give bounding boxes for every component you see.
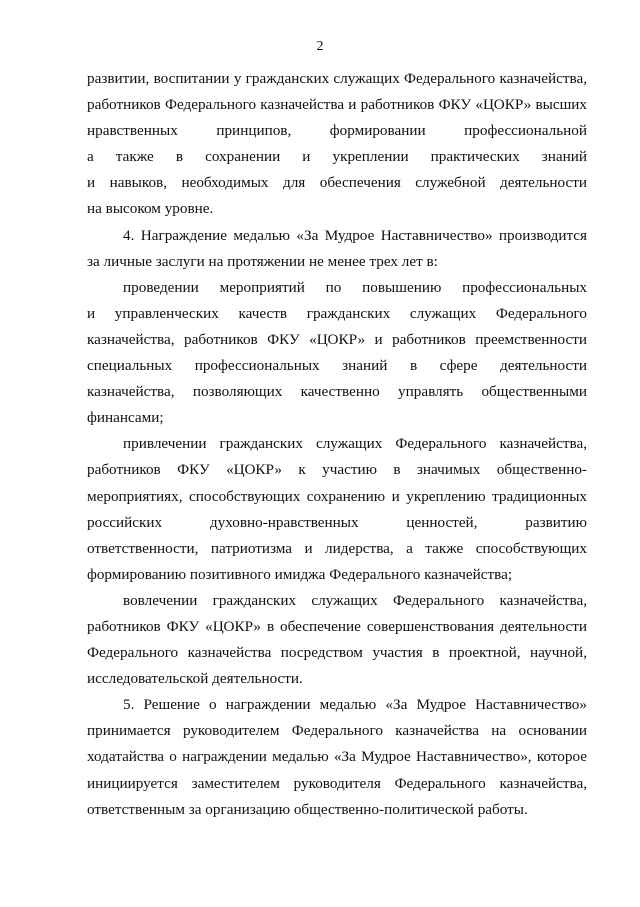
text-line: ответственности, патриотизма и лидерства, а также способствующих bbox=[87, 539, 587, 557]
text-line: нравственных принципов, формировании профессиональной bbox=[87, 122, 587, 140]
text-line: ответственным за организацию общественно-политической работы. bbox=[87, 800, 528, 818]
text-line: мероприятиях, способствующих сохранению и укреплению традиционных bbox=[87, 487, 587, 505]
text-line: работников Федерального казначейства и работников ФКУ «ЦОКР» высших bbox=[87, 96, 587, 114]
paragraph-item-4 bbox=[87, 223, 587, 275]
text-line: привлечении гражданских служащих Федерального казначейства, bbox=[123, 435, 587, 453]
paragraph-conducting bbox=[87, 275, 587, 432]
paragraph-item-5 bbox=[87, 692, 587, 822]
text-line: специальных профессиональных знаний в сфере деятельности bbox=[87, 357, 587, 375]
paragraph-continuation bbox=[87, 66, 587, 223]
text-line: инициируется заместителем руководителя Федерального казначейства, bbox=[87, 774, 587, 792]
text-line: финансами; bbox=[87, 409, 164, 427]
text-line: развитии, воспитании у гражданских служащих Федерального казначейства, bbox=[87, 70, 587, 87]
text-line: работников ФКУ «ЦОКР» в обеспечение совершенствования деятельности bbox=[87, 617, 587, 635]
text-line: ходатайства о награждении медалью «За Мудрое Наставничество», которое bbox=[87, 748, 587, 766]
text-line: за личные заслуги на протяжении не менее трех лет в: bbox=[87, 252, 438, 270]
text-line: формированию позитивного имиджа Федерального казначейства; bbox=[87, 565, 513, 583]
text-line: на высоком уровне. bbox=[87, 200, 214, 218]
paragraph-engagement bbox=[87, 588, 587, 692]
text-line: и навыков, необходимых для обеспечения служебной деятельности bbox=[87, 174, 587, 192]
text-line: казначейства, работников ФКУ «ЦОКР» и работников преемственности bbox=[87, 330, 587, 348]
page-number: 2 bbox=[316, 39, 324, 54]
text-line: казначейства, позволяющих качественно управлять общественными bbox=[87, 383, 587, 401]
text-line: и управленческих качеств гражданских служащих Федерального bbox=[87, 304, 587, 322]
text-line: принимается руководителем Федерального казначейства на основании bbox=[87, 722, 587, 740]
text-line: вовлечении гражданских служащих Федерального казначейства, bbox=[123, 591, 587, 609]
text-line: 4. Награждение медалью «За Мудрое Наставничество» производится bbox=[123, 226, 587, 244]
text-line: а также в сохранении и укреплении практических знаний bbox=[87, 148, 587, 166]
text-line: 5. Решение о награждении медалью «За Мудрое Наставничество» bbox=[123, 696, 587, 714]
document-body bbox=[87, 66, 587, 823]
text-line: проведении мероприятий по повышению профессиональных bbox=[123, 278, 587, 296]
text-line: работников ФКУ «ЦОКР» к участию в значимых общественно- bbox=[87, 461, 587, 479]
paragraph-involvement bbox=[87, 431, 587, 588]
text-line: исследовательской деятельности. bbox=[87, 670, 303, 688]
text-line: российских духовно-нравственных ценностей, развитию bbox=[87, 513, 587, 531]
text-line: Федерального казначейства посредством участия в проектной, научной, bbox=[87, 644, 587, 662]
